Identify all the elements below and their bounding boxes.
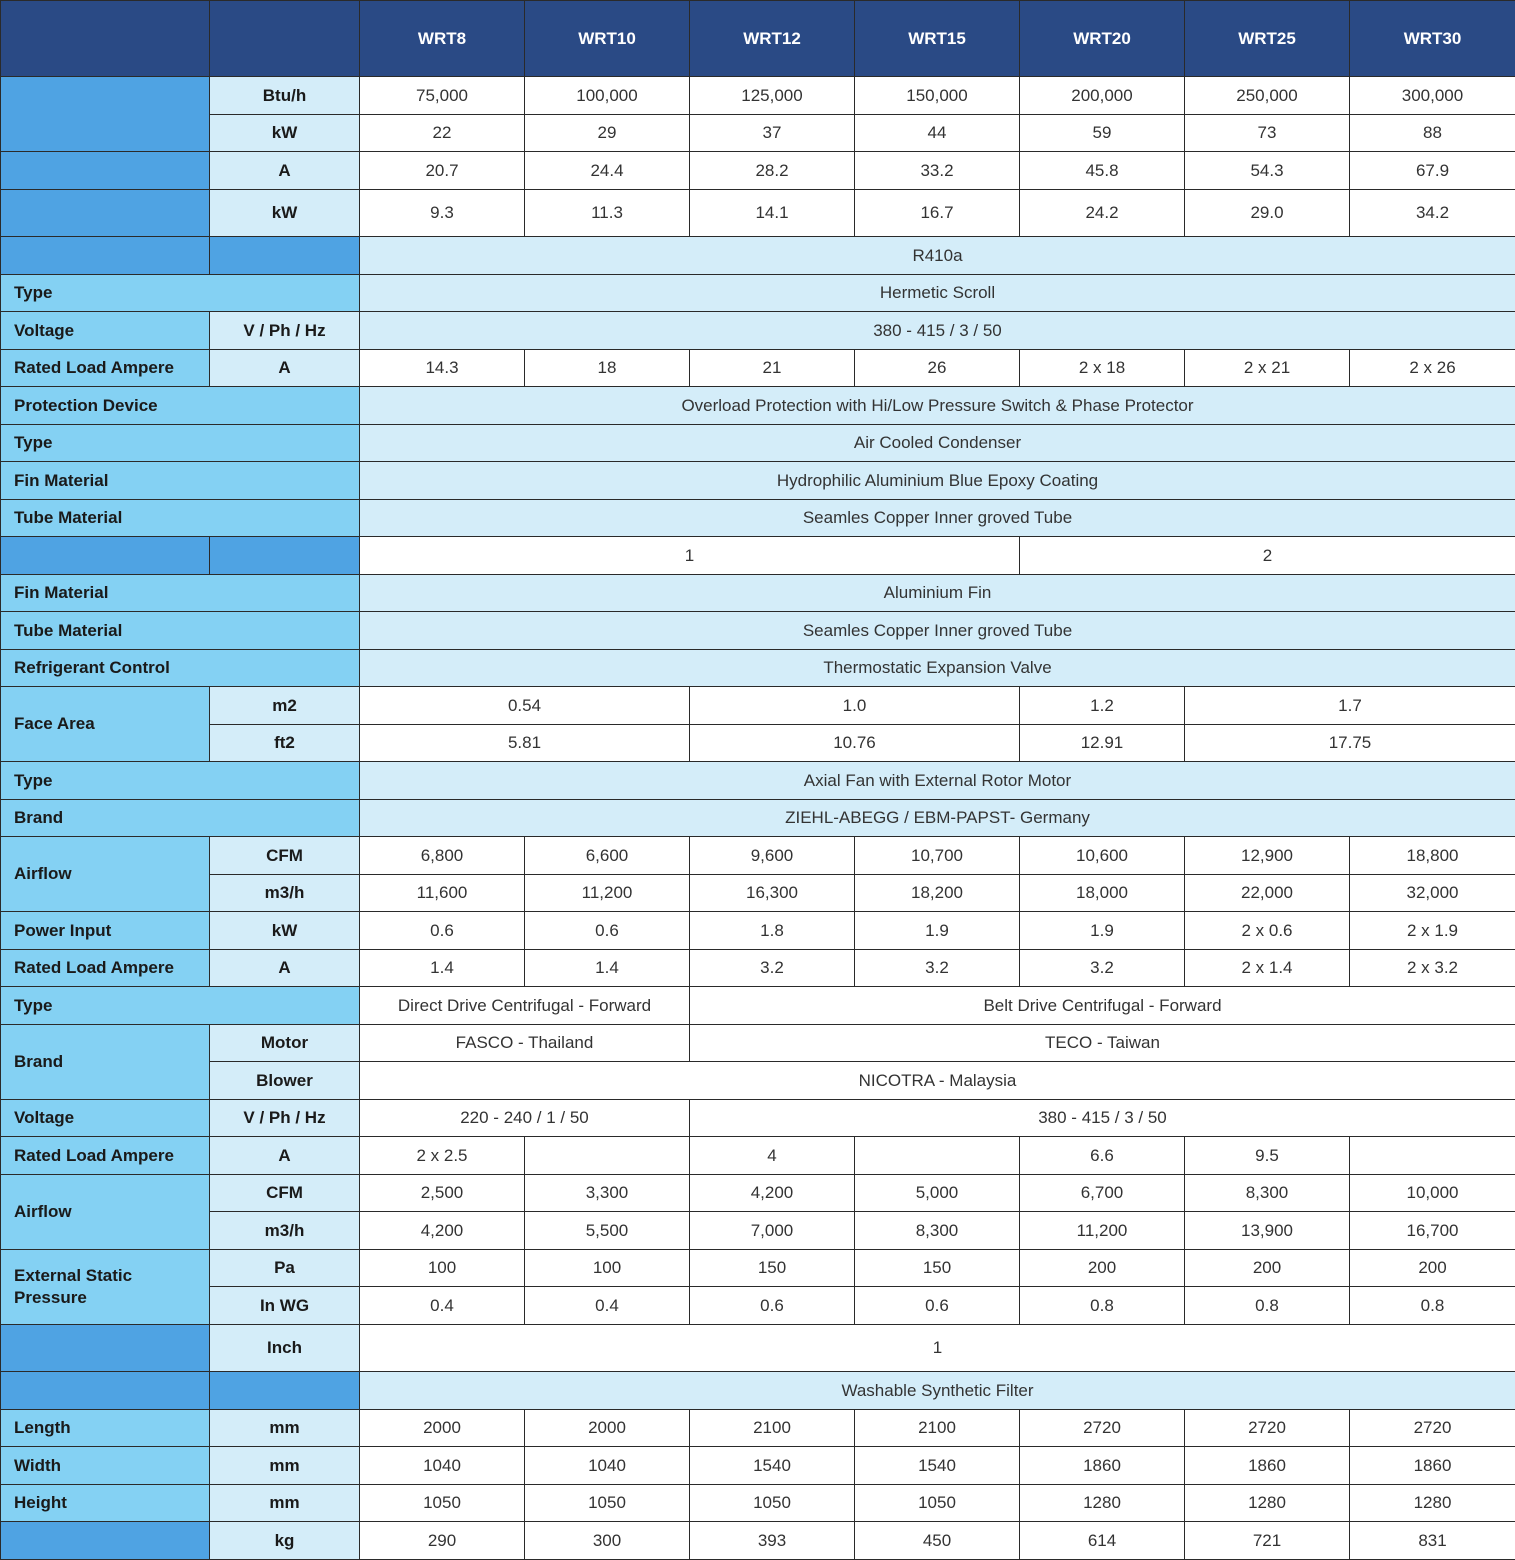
value-cell: 54.3 [1185,152,1350,190]
value-cell: 100 [525,1250,690,1287]
value-cell: 22,000 [1185,875,1350,912]
value-cell: 75,000 [360,77,525,115]
section-marker [1,1522,210,1560]
row-label: Airflow [1,1175,210,1250]
value-cell: 290 [360,1522,525,1560]
table-row [1,190,1515,237]
header-blank-cell [1,1,210,77]
row-label: Tube Material [1,500,360,537]
table-row [1,837,1515,875]
model-header: WRT12 [690,1,855,77]
value-cell [1350,1137,1515,1175]
value-cell: Seamles Copper Inner groved Tube [360,500,1515,537]
value-cell: 2100 [855,1410,1020,1447]
value-cell [855,1137,1020,1175]
value-cell: 14.3 [360,350,525,387]
table-row [1,1410,1515,1447]
value-cell: R410a [360,237,1515,275]
value-cell: NICOTRA - Malaysia [360,1062,1515,1100]
value-cell: 5,500 [525,1212,690,1250]
value-cell: 21 [690,350,855,387]
unit-cell: A [210,1137,360,1175]
value-cell: 67.9 [1350,152,1515,190]
value-cell: 5,000 [855,1175,1020,1212]
value-cell: 32,000 [1350,875,1515,912]
table-row [1,537,1515,575]
table-row [1,1372,1515,1410]
value-cell: 2100 [690,1410,855,1447]
value-cell: 2 x 0.6 [1185,912,1350,950]
value-cell: 9.3 [360,190,525,237]
model-header: WRT30 [1350,1,1515,77]
value-cell: 393 [690,1522,855,1560]
row-label: Refrigerant Control [1,650,360,687]
value-cell: 16.7 [855,190,1020,237]
row-label: Type [1,425,360,462]
table-row [1,1485,1515,1522]
row-label: Rated Load Ampere [1,950,210,987]
value-cell: 2 x 21 [1185,350,1350,387]
unit-cell: CFM [210,837,360,875]
value-cell: 2 x 1.4 [1185,950,1350,987]
value-cell: 16,300 [690,875,855,912]
row-label: Rated Load Ampere [1,350,210,387]
table-row [1,425,1515,462]
table-row [1,312,1515,350]
value-cell: 8,300 [855,1212,1020,1250]
value-cell: 29.0 [1185,190,1350,237]
value-cell: 614 [1020,1522,1185,1560]
value-cell: 88 [1350,115,1515,152]
value-cell: Overload Protection with Hi/Low Pressure Switch & Phase Protector [360,387,1515,425]
table-row [1,612,1515,650]
unit-cell: m2 [210,687,360,725]
value-cell: 380 - 415 / 3 / 50 [360,312,1515,350]
value-cell: 7,000 [690,1212,855,1250]
table-row [1,687,1515,725]
table-row [1,1100,1515,1137]
value-cell: 24.4 [525,152,690,190]
table-row [1,1062,1515,1100]
value-cell: 45.8 [1020,152,1185,190]
value-cell: 150,000 [855,77,1020,115]
value-cell: 8,300 [1185,1175,1350,1212]
value-cell: FASCO - Thailand [360,1025,690,1062]
table-row [1,1137,1515,1175]
value-cell: Axial Fan with External Rotor Motor [360,762,1515,800]
value-cell: 831 [1350,1522,1515,1560]
table-row [1,1447,1515,1485]
model-header: WRT8 [360,1,525,77]
model-header: WRT10 [525,1,690,77]
value-cell: 44 [855,115,1020,152]
row-label: External Static Pressure [1,1250,210,1325]
value-cell: 1050 [360,1485,525,1522]
table-row [1,950,1515,987]
value-cell: Hermetic Scroll [360,275,1515,312]
value-cell: Seamles Copper Inner groved Tube [360,612,1515,650]
unit-cell: Pa [210,1250,360,1287]
value-cell: 10.76 [690,725,1020,762]
value-cell: 2 x 26 [1350,350,1515,387]
value-cell: 4,200 [690,1175,855,1212]
value-cell: 100,000 [525,77,690,115]
value-cell: 380 - 415 / 3 / 50 [690,1100,1515,1137]
unit-cell: ft2 [210,725,360,762]
value-cell: 1.9 [855,912,1020,950]
section-marker [1,190,210,237]
section-marker [1,1372,210,1410]
section-marker [1,537,210,575]
value-cell: 2000 [360,1410,525,1447]
unit-cell: Btu/h [210,77,360,115]
table-row [1,1212,1515,1250]
value-cell: 200 [1350,1250,1515,1287]
unit-cell: kg [210,1522,360,1560]
value-cell: Belt Drive Centrifugal - Forward [690,987,1515,1025]
unit-cell: Inch [210,1325,360,1372]
value-cell: 200 [1185,1250,1350,1287]
model-header: WRT15 [855,1,1020,77]
section-marker [1,77,210,152]
table-row [1,350,1515,387]
value-cell: 150 [690,1250,855,1287]
value-cell: 1.9 [1020,912,1185,950]
value-cell: 4,200 [360,1212,525,1250]
value-cell: 1540 [690,1447,855,1485]
value-cell: 1.4 [525,950,690,987]
unit-cell: In WG [210,1287,360,1325]
table-row [1,152,1515,190]
value-cell: 2 x 18 [1020,350,1185,387]
value-cell: 59 [1020,115,1185,152]
table-row [1,387,1515,425]
value-cell: 4 [690,1137,855,1175]
value-cell: 9.5 [1185,1137,1350,1175]
value-cell: 1.0 [690,687,1020,725]
table-row [1,500,1515,537]
value-cell: Aluminium Fin [360,575,1515,612]
value-cell: 721 [1185,1522,1350,1560]
value-cell: 1.7 [1185,687,1515,725]
row-label: Airflow [1,837,210,912]
header-row [1,1,1515,77]
value-cell: Hydrophilic Aluminium Blue Epoxy Coating [360,462,1515,500]
row-label: Rated Load Ampere [1,1137,210,1175]
value-cell: 29 [525,115,690,152]
unit-cell: A [210,950,360,987]
value-cell: 18,800 [1350,837,1515,875]
row-label: Brand [1,800,360,837]
row-label: Power Input [1,912,210,950]
value-cell: 6,800 [360,837,525,875]
value-cell: 18,000 [1020,875,1185,912]
table-row [1,1325,1515,1372]
unit-cell: kW [210,190,360,237]
table-row [1,462,1515,500]
unit-cell: A [210,350,360,387]
value-cell: 220 - 240 / 1 / 50 [360,1100,690,1137]
unit-cell: mm [210,1447,360,1485]
value-cell: 0.8 [1020,1287,1185,1325]
value-cell: 1040 [360,1447,525,1485]
value-cell: 1 [360,537,1020,575]
row-label: Type [1,762,360,800]
unit-cell: kW [210,115,360,152]
value-cell: 10,600 [1020,837,1185,875]
value-cell: 1 [360,1325,1515,1372]
value-cell: 3,300 [525,1175,690,1212]
value-cell: 11,200 [1020,1212,1185,1250]
value-cell: 18 [525,350,690,387]
value-cell: Washable Synthetic Filter [360,1372,1515,1410]
value-cell: 12,900 [1185,837,1350,875]
row-label: Type [1,275,360,312]
value-cell: 12.91 [1020,725,1185,762]
table-row [1,1250,1515,1287]
row-label: Fin Material [1,575,360,612]
table-row [1,275,1515,312]
value-cell: 1.4 [360,950,525,987]
table-row [1,1175,1515,1212]
value-cell: 100 [360,1250,525,1287]
value-cell: 1050 [855,1485,1020,1522]
row-label: Brand [1,1025,210,1100]
table-row [1,1287,1515,1325]
row-label: Type [1,987,360,1025]
value-cell: 34.2 [1350,190,1515,237]
table-row [1,575,1515,612]
value-cell: Thermostatic Expansion Valve [360,650,1515,687]
unit-cell: kW [210,912,360,950]
value-cell: 11,200 [525,875,690,912]
value-cell: 33.2 [855,152,1020,190]
value-cell: 16,700 [1350,1212,1515,1250]
value-cell: 0.4 [360,1287,525,1325]
table-row [1,650,1515,687]
table-row [1,987,1515,1025]
value-cell: 1280 [1350,1485,1515,1522]
model-header: WRT25 [1185,1,1350,77]
row-label: Voltage [1,312,210,350]
section-marker [1,237,210,275]
value-cell: 1860 [1185,1447,1350,1485]
row-label: Length [1,1410,210,1447]
value-cell: 3.2 [855,950,1020,987]
section-marker [1,152,210,190]
table-row [1,800,1515,837]
table-row [1,875,1515,912]
value-cell: 1.2 [1020,687,1185,725]
value-cell: 450 [855,1522,1020,1560]
value-cell: 300 [525,1522,690,1560]
value-cell: 28.2 [690,152,855,190]
value-cell: 1050 [525,1485,690,1522]
unit-cell: A [210,152,360,190]
value-cell: 6,600 [525,837,690,875]
value-cell: 0.54 [360,687,690,725]
model-header: WRT20 [1020,1,1185,77]
value-cell: 1040 [525,1447,690,1485]
value-cell: 1860 [1350,1447,1515,1485]
value-cell: 14.1 [690,190,855,237]
unit-cell: mm [210,1410,360,1447]
value-cell: 26 [855,350,1020,387]
value-cell: TECO - Taiwan [690,1025,1515,1062]
value-cell: 0.8 [1185,1287,1350,1325]
value-cell: 1.8 [690,912,855,950]
value-cell: 11,600 [360,875,525,912]
table-row [1,237,1515,275]
row-label: Voltage [1,1100,210,1137]
value-cell: ZIEHL-ABEGG / EBM-PAPST- Germany [360,800,1515,837]
value-cell: 0.6 [525,912,690,950]
value-cell: 13,900 [1185,1212,1350,1250]
value-cell: 125,000 [690,77,855,115]
table-row [1,115,1515,152]
table-row [1,1025,1515,1062]
value-cell: 2720 [1185,1410,1350,1447]
row-label: Face Area [1,687,210,762]
value-cell: 250,000 [1185,77,1350,115]
section-marker [210,237,360,275]
value-cell: 17.75 [1185,725,1515,762]
table-row [1,725,1515,762]
value-cell: 5.81 [360,725,690,762]
unit-cell: m3/h [210,875,360,912]
value-cell: 1280 [1020,1485,1185,1522]
unit-cell: V / Ph / Hz [210,1100,360,1137]
value-cell [525,1137,690,1175]
row-label: Width [1,1447,210,1485]
row-label: Fin Material [1,462,360,500]
value-cell: 1050 [690,1485,855,1522]
table-row [1,762,1515,800]
value-cell: 10,000 [1350,1175,1515,1212]
value-cell: 2 [1020,537,1515,575]
value-cell: 9,600 [690,837,855,875]
row-label: Protection Device [1,387,360,425]
table-row [1,912,1515,950]
value-cell: 20.7 [360,152,525,190]
value-cell: 200 [1020,1250,1185,1287]
value-cell: 300,000 [1350,77,1515,115]
value-cell: 6,700 [1020,1175,1185,1212]
unit-cell: Blower [210,1062,360,1100]
value-cell: 0.6 [690,1287,855,1325]
value-cell: Air Cooled Condenser [360,425,1515,462]
value-cell: Direct Drive Centrifugal - Forward [360,987,690,1025]
value-cell: 2 x 2.5 [360,1137,525,1175]
value-cell: 0.8 [1350,1287,1515,1325]
unit-cell: mm [210,1485,360,1522]
value-cell: 6.6 [1020,1137,1185,1175]
unit-cell: V / Ph / Hz [210,312,360,350]
value-cell: 200,000 [1020,77,1185,115]
value-cell: 0.6 [360,912,525,950]
row-label: Tube Material [1,612,360,650]
value-cell: 24.2 [1020,190,1185,237]
value-cell: 1540 [855,1447,1020,1485]
value-cell: 0.6 [855,1287,1020,1325]
value-cell: 2720 [1350,1410,1515,1447]
row-label: Height [1,1485,210,1522]
header-blank-cell [210,1,360,77]
value-cell: 73 [1185,115,1350,152]
unit-cell: CFM [210,1175,360,1212]
value-cell: 2 x 3.2 [1350,950,1515,987]
value-cell: 150 [855,1250,1020,1287]
value-cell: 2720 [1020,1410,1185,1447]
value-cell: 11.3 [525,190,690,237]
section-marker [210,537,360,575]
value-cell: 10,700 [855,837,1020,875]
section-marker [1,1325,210,1372]
value-cell: 3.2 [690,950,855,987]
value-cell: 2000 [525,1410,690,1447]
value-cell: 1280 [1185,1485,1350,1522]
value-cell: 2 x 1.9 [1350,912,1515,950]
table-row [1,77,1515,115]
value-cell: 0.4 [525,1287,690,1325]
unit-cell: m3/h [210,1212,360,1250]
value-cell: 22 [360,115,525,152]
value-cell: 3.2 [1020,950,1185,987]
table-row [1,1522,1515,1560]
section-marker [210,1372,360,1410]
unit-cell: Motor [210,1025,360,1062]
value-cell: 37 [690,115,855,152]
value-cell: 18,200 [855,875,1020,912]
value-cell: 2,500 [360,1175,525,1212]
value-cell: 1860 [1020,1447,1185,1485]
